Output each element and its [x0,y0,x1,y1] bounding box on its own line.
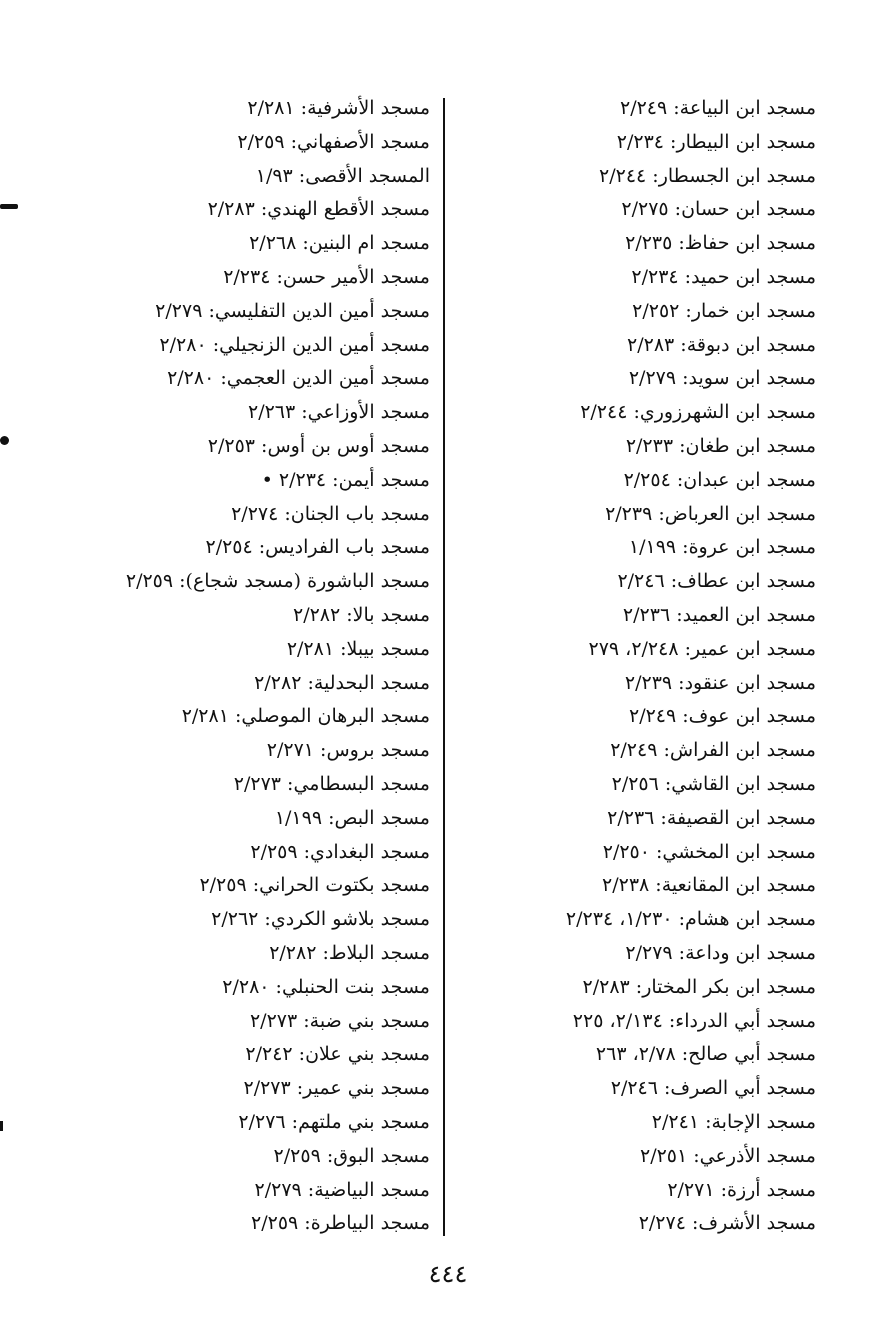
index-entry: مسجد الأوزاعي: ٢/٢٦٣ [248,401,430,424]
index-entry: مسجد بني علان: ٢/٢٤٢ [245,1043,430,1066]
index-entry: مسجد بالا: ٢/٢٨٢ [293,603,430,626]
index-entry: مسجد ابن البيطار: ٢/٢٣٤ [616,130,816,153]
index-entry: مسجد ابن الشهرزوري: ٢/٢٤٤ [580,401,816,424]
index-entry: مسجد ابن سويد: ٢/٢٧٩ [628,367,816,390]
index-entry: مسجد بني عمير: ٢/٢٧٣ [243,1077,430,1100]
index-entry: مسجد البحدلية: ٢/٢٨٢ [254,671,430,694]
margin-ink-mark [0,204,18,209]
index-entry: مسجد ابن طغان: ٢/٢٣٣ [625,434,816,457]
index-entry: مسجد ابن عبدان: ٢/٢٥٤ [623,468,816,491]
index-entry: مسجد الأشرفية: ٢/٢٨١ [247,97,430,119]
index-entry: مسجد ابن عنقود: ٢/٢٣٩ [624,671,816,694]
index-entry: مسجد ابن الجسطار: ٢/٢٤٤ [599,164,816,187]
index-entry: مسجد أبي الدرداء: ٢/١٣٤، ٢٢٥ [572,1009,816,1032]
index-entry: مسجد البغدادي: ٢/٢٥٩ [250,840,430,863]
index-entry: مسجد أرزة: ٢/٢٧١ [667,1178,816,1201]
index-entry: مسجد ابن عمير: ٢/٢٤٨، ٢٧٩ [588,637,816,660]
index-entry: مسجد الأمير حسن: ٢/٢٣٤ [223,265,430,288]
index-entry: مسجد البص: ١/١٩٩ [274,806,430,829]
index-column-right [460,92,816,1241]
index-entry: مسجد ابن الفراش: ٢/٢٤٩ [610,739,816,762]
index-entry: مسجد بروس: ٢/٢٧١ [266,739,430,762]
index-entry: مسجد البوق: ٢/٢٥٩ [273,1144,430,1167]
index-entry: مسجد ابن وداعة: ٢/٢٧٩ [625,941,816,964]
index-entry: مسجد بنت الحنبلي: ٢/٢٨٠ [222,975,430,998]
index-entry: مسجد الأذرعي: ٢/٢٥١ [639,1144,816,1167]
index-entry: مسجد ابن المقانعية: ٢/٢٣٨ [602,874,816,897]
index-entry: مسجد البسطامي: ٢/٢٧٣ [233,772,430,795]
index-entry: مسجد الأشرف: ٢/٢٧٤ [638,1212,816,1235]
index-entry: مسجد البلاط: ٢/٢٨٢ [269,941,430,964]
index-entry: مسجد بني ملتهم: ٢/٢٧٦ [238,1110,430,1133]
column-divider [443,98,445,1236]
index-entry: مسجد الأصفهاني: ٢/٢٥٩ [237,130,430,153]
index-entry: مسجد بلاشو الكردي: ٢/٢٦٢ [211,908,430,931]
index-entry: مسجد ابن عروة: ١/١٩٩ [628,536,816,559]
index-entry: مسجد بكتوت الحراني: ٢/٢٥٩ [199,874,430,897]
page-number: ٤٤٤ [428,1260,468,1288]
index-entry: مسجد الأقطع الهندي: ٢/٢٨٣ [207,198,430,221]
index-entry: مسجد ابن العميد: ٢/٢٣٦ [622,603,816,626]
index-entry: مسجد أمين الدين الزنجيلي: ٢/٢٨٠ [159,333,430,356]
index-entry: مسجد ابن القاشي: ٢/٢٥٦ [611,772,816,795]
index-entry: مسجد أيمن: ٢/٢٣٤ • [261,468,430,491]
index-entry: مسجد أوس بن أوس: ٢/٢٥٣ [207,434,430,457]
index-entry: مسجد أبي صالح: ٢/٧٨، ٢٦٣ [595,1043,816,1066]
index-entry: مسجد ابن خمار: ٢/٢٥٢ [632,299,816,322]
index-entry: مسجد باب الفراديس: ٢/٢٥٤ [205,536,430,559]
index-entry: مسجد بيبلا: ٢/٢٨١ [286,637,430,660]
index-entry: مسجد ابن بكر المختار: ٢/٢٨٣ [582,975,816,998]
margin-ink-dot [0,436,9,445]
index-entry: مسجد ابن هشام: ١/٢٣٠، ٢/٢٣٤ [565,908,816,931]
margin-ink-tick [0,1121,3,1131]
index-entry: مسجد أمين الدين العجمي: ٢/٢٨٠ [167,367,430,390]
index-column-left [74,92,430,1241]
index-entry: مسجد ابن حميد: ٢/٢٣٤ [631,265,816,288]
index-entry: مسجد باب الجنان: ٢/٢٧٤ [231,502,430,525]
index-entry: مسجد البياضية: ٢/٢٧٩ [254,1178,430,1201]
index-entry: مسجد ابن العرباض: ٢/٢٣٩ [605,502,816,525]
index-entry: مسجد ابن المخشي: ٢/٢٥٠ [602,840,816,863]
index-entry: مسجد أبي الصرف: ٢/٢٤٦ [610,1077,816,1100]
index-entry: مسجد ابن عطاف: ٢/٢٤٦ [617,570,816,593]
index-entry: مسجد الباشورة (مسجد شجاع): ٢/٢٥٩ [125,570,430,593]
index-entry: مسجد ابن البياعة: ٢/٢٤٩ [620,97,816,119]
index-entry: مسجد البرهان الموصلي: ٢/٢٨١ [181,705,430,728]
index-entry: مسجد ابن حفاظ: ٢/٢٣٥ [625,232,816,255]
index-entry: مسجد بني ضبة: ٢/٢٧٣ [249,1009,430,1032]
index-entry: المسجد الأقصى: ١/٩٣ [255,164,430,187]
index-entry: مسجد البياطرة: ٢/٢٥٩ [251,1212,430,1235]
index-entry: مسجد الإجابة: ٢/٢٤١ [651,1110,816,1133]
index-entry: مسجد ابن حسان: ٢/٢٧٥ [621,198,816,221]
index-entry: مسجد ابن القصيفة: ٢/٢٣٦ [607,806,816,829]
index-entry: مسجد أمين الدين التفليسي: ٢/٢٧٩ [155,299,430,322]
index-entry: مسجد ابن عوف: ٢/٢٤٩ [629,705,816,728]
index-entry: مسجد ام البنين: ٢/٢٦٨ [249,232,430,255]
index-entry: مسجد ابن دبوقة: ٢/٢٨٣ [627,333,816,356]
